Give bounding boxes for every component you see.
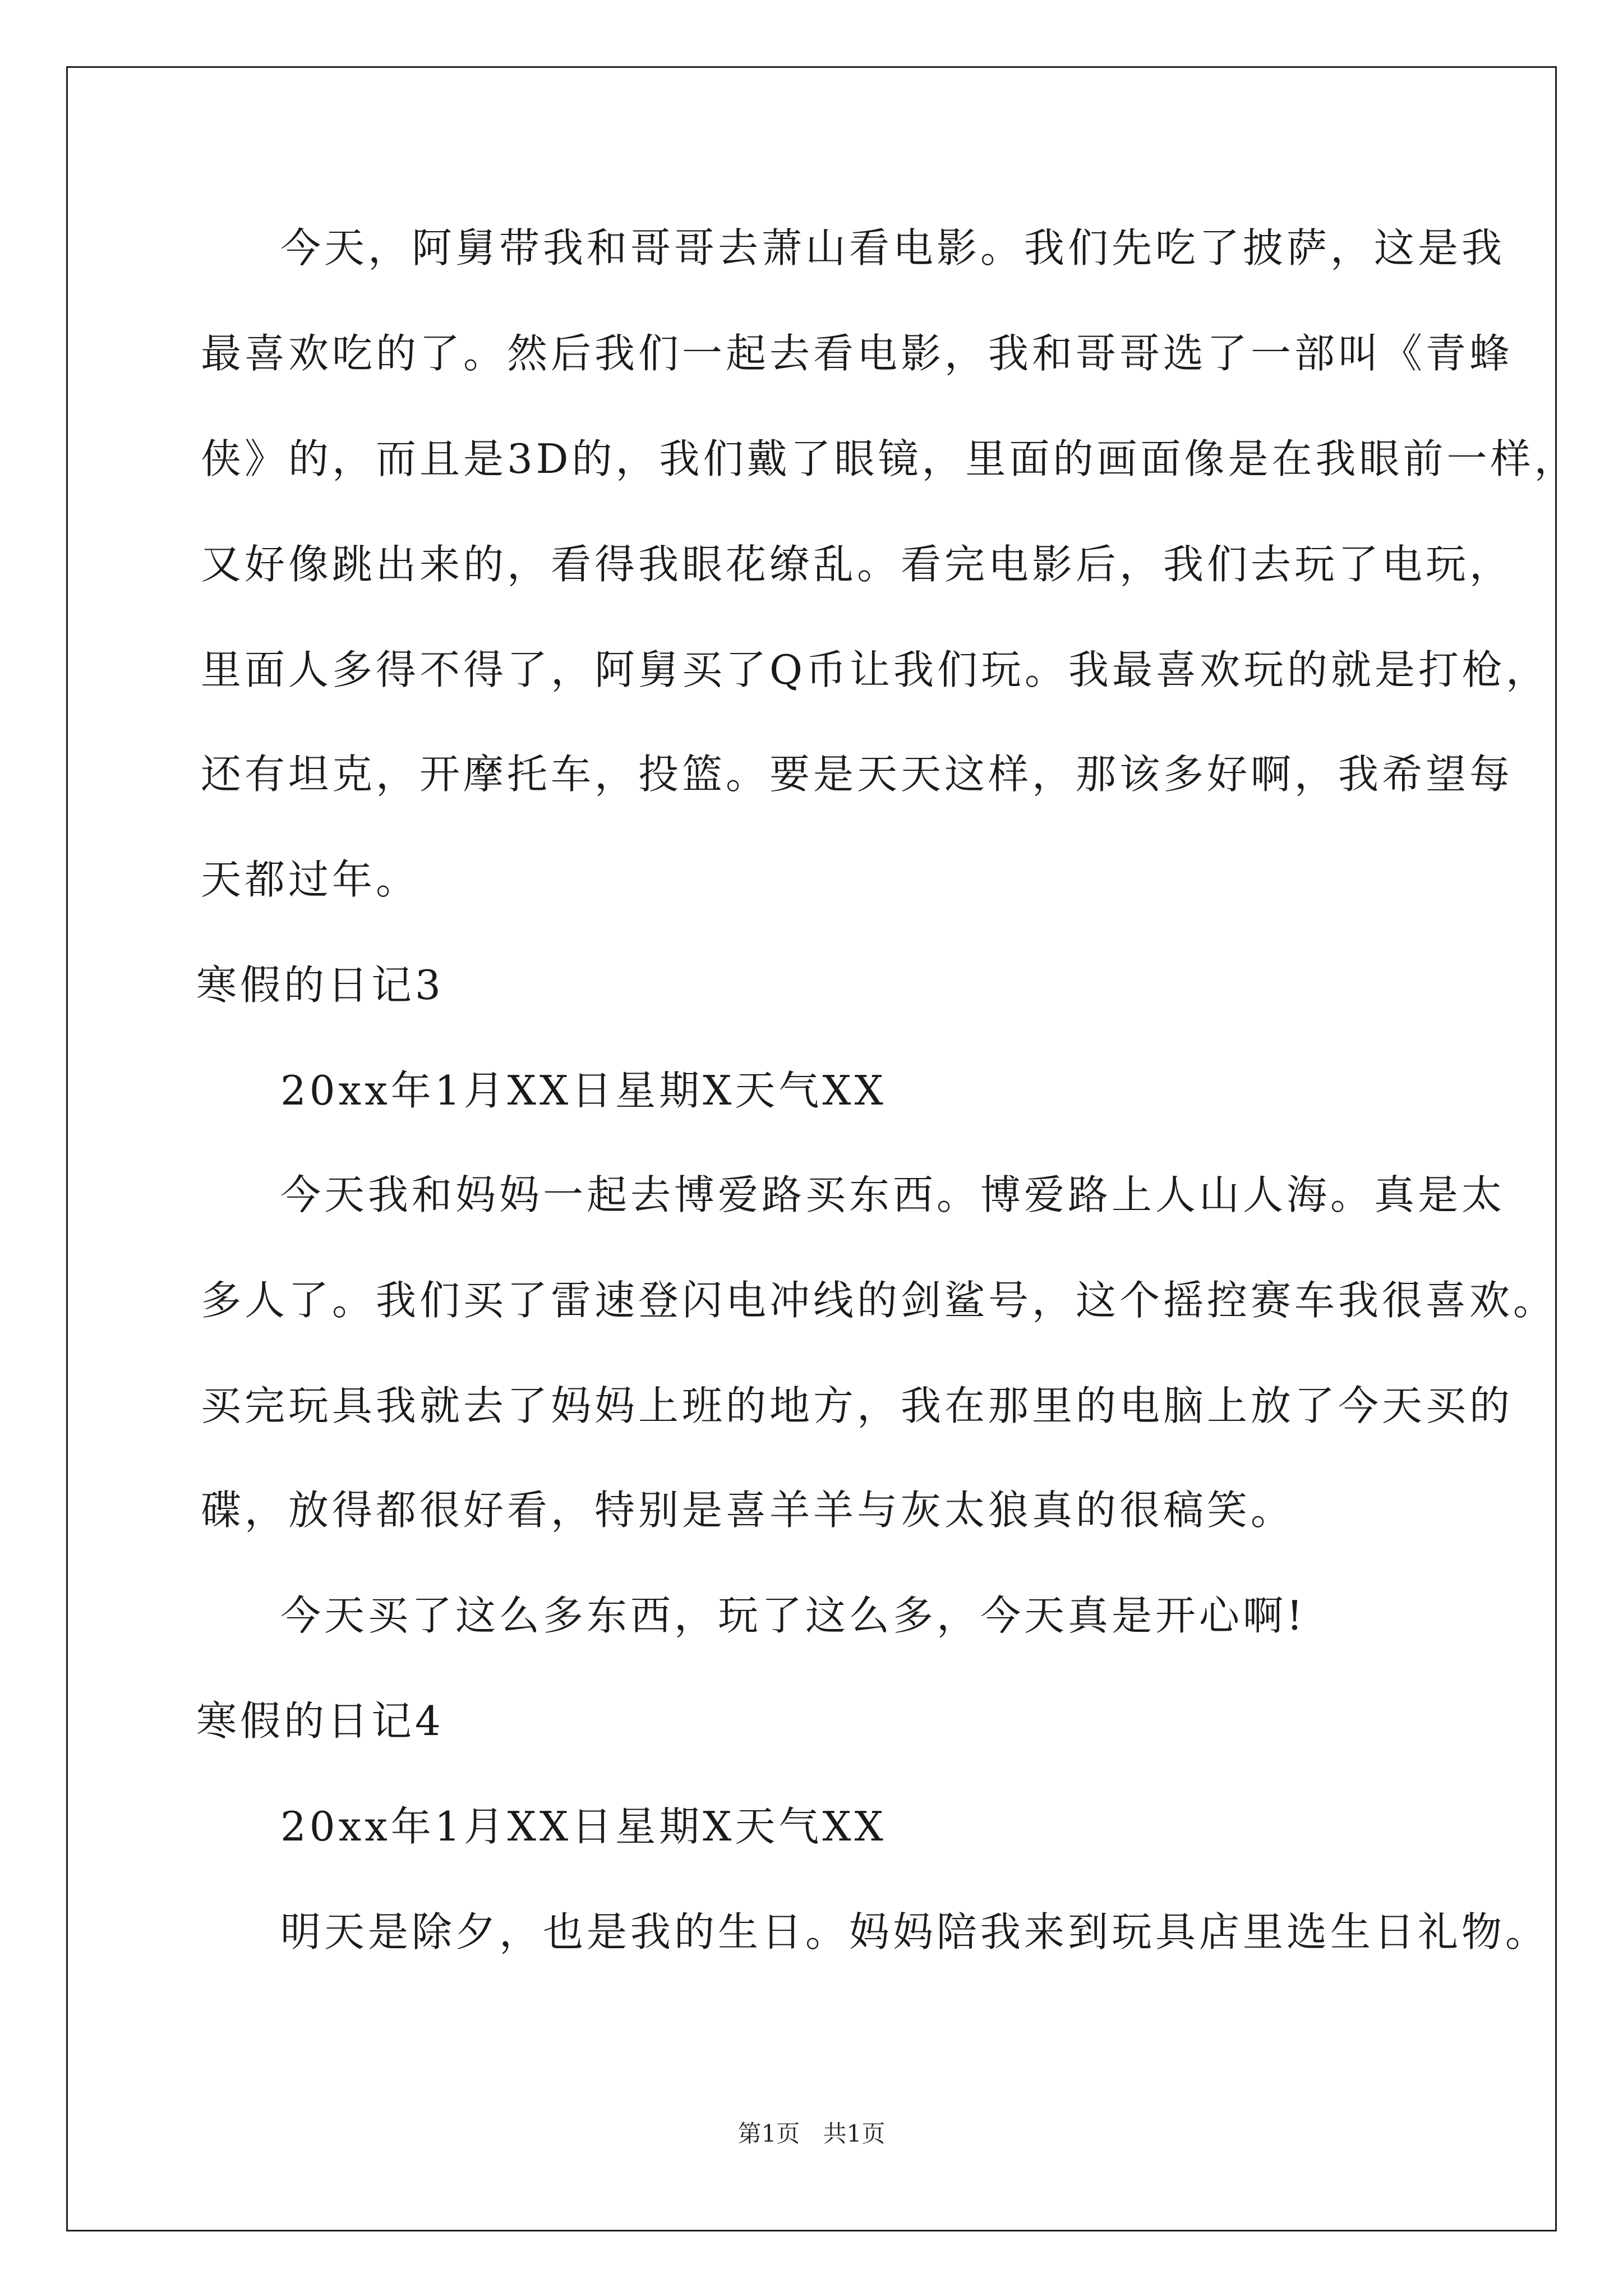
date-line: 20xx年1月XX日星期X天气XX <box>280 1067 887 1114</box>
paragraph-line: 又好像跳出来的，看得我眼花缭乱。看完电影后，我们去玩了电玩， <box>201 541 1514 588</box>
paragraph-line: 明天是除夕，也是我的生日。妈妈陪我来到玩具店里选生日礼物。 <box>280 1908 1550 1955</box>
paragraph-line: 天都过年。 <box>201 856 420 903</box>
date-line: 20xx年1月XX日星期X天气XX <box>280 1803 887 1850</box>
section-heading: 寒假的日记3 <box>196 961 444 1009</box>
paragraph-line: 侠》的，而且是3D的，我们戴了眼镜，里面的画面像是在我眼前一样， <box>201 435 1578 482</box>
paragraph-line: 今天买了这么多东西，玩了这么多，今天真是开心啊! <box>280 1592 1306 1639</box>
paragraph-line: 今天我和妈妈一起去博爱路买东西。博爱路上人山人海。真是太 <box>280 1171 1506 1218</box>
page-border <box>66 66 1557 2231</box>
paragraph-line: 碟，放得都很好看，特别是喜羊羊与灰太狼真的很稿笑。 <box>201 1487 1295 1534</box>
page-footer <box>0 2120 1623 2147</box>
page-number: 第1页 <box>737 2120 800 2147</box>
page-total: 共1页 <box>823 2120 886 2147</box>
paragraph-line: 买完玩具我就去了妈妈上班的地方，我在那里的电脑上放了今天买的 <box>201 1382 1514 1429</box>
paragraph-line: 里面人多得不得了，阿舅买了Q币让我们玩。我最喜欢玩的就是打枪， <box>201 646 1550 693</box>
paragraph-line: 多人了。我们买了雷速登闪电冲线的剑鲨号，这个摇控赛车我很喜欢。 <box>201 1277 1557 1324</box>
paragraph-line: 最喜欢吃的了。然后我们一起去看电影，我和哥哥选了一部叫《青蜂 <box>201 330 1514 377</box>
section-heading: 寒假的日记4 <box>196 1697 444 1745</box>
paragraph-line: 今天，阿舅带我和哥哥去萧山看电影。我们先吃了披萨，这是我 <box>280 224 1506 272</box>
paragraph-line: 还有坦克，开摩托车，投篮。要是天天这样，那该多好啊，我希望每 <box>201 751 1514 798</box>
